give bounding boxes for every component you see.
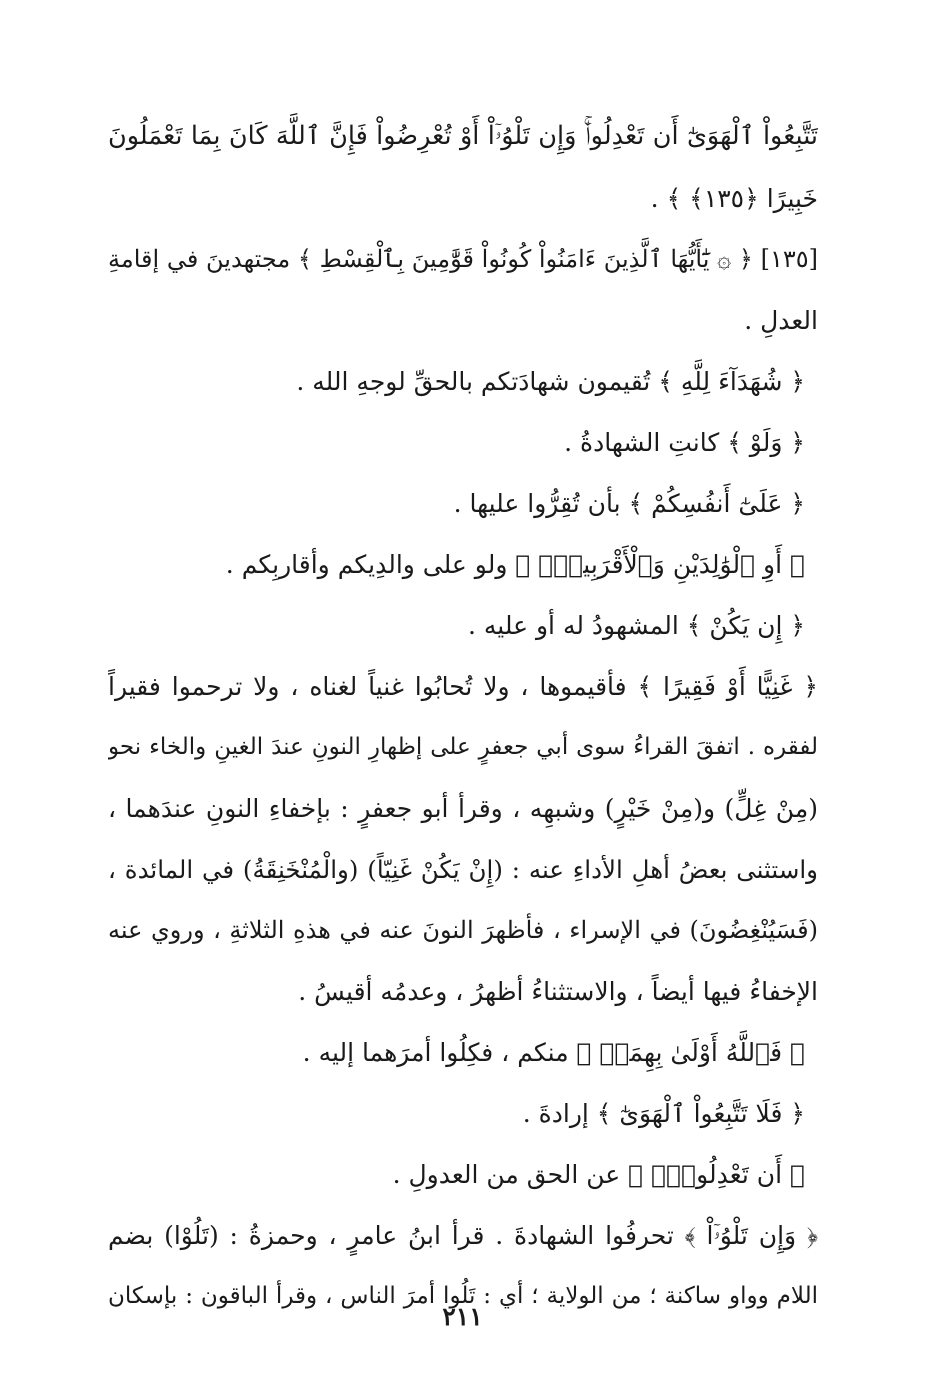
commentary-line: (مِنْ غِلٍّ) و(مِنْ خَيْرٍ) وشبهِه ، وقرأ أبو جعفرٍ : بإخفاءِ النونِ عندَهما ،: [108, 794, 818, 823]
commentary-135-heading: [١٣٥] ﴿ ۞ يَٰٓأَيُّهَا ٱلَّذِينَ ءَامَنُواْ كُونُواْ قَوَّٰمِينَ بِٱلْقِسْطِ ﴾ مجتهدينَ في إقامةِ: [108, 245, 818, 273]
gloss-in-talwu: ﴿ وَإِن تَلْوُۥٓاْ ﴾ تحرفُوا الشهادةَ . قرأ ابنُ عامرٍ ، وحمزةُ : (تَلُوْا) بضم: [108, 1221, 818, 1250]
commentary-line: واستثنى بعضُ أهلِ الأداءِ عنه : (إِنْ يَكُنْ غَنِيّاً) (والْمُنْخَنِقَةُ) في المائدة ،: [108, 855, 818, 884]
commentary-line: العدلِ .: [744, 306, 818, 335]
gloss-ghaniyyan: ﴿ غَنِيًّا أَوْ فَقِيرًا ﴾ فأقيموها ، ولا تُحابُوا غنياً لغناه ، ولا ترحموا فقيراً: [108, 672, 818, 701]
verse-line-2: خَبِيرًا ﴿١٣٥﴾ ﴾ .: [650, 184, 818, 213]
gloss-in-yakun: ﴿ إِن يَكُنْ ﴾ المشهودُ له أو عليه .: [468, 611, 805, 640]
commentary-line: لفقره . اتفقَ القراءُ سوى أبي جعفرٍ على إظهارِ النونِ عندَ الغينِ والخاء نحو: [108, 734, 818, 760]
gloss-an-tadilu: ﴿ أَن تَعْدِلُواْۚ ﴾ عن الحق من العدولِ .: [392, 1160, 805, 1189]
commentary-line: الإخفاءُ فيها أيضاً ، والاستثناءُ أظهرُ ، وعدمُه أقيسُ .: [298, 977, 818, 1006]
verse-line-1: تَتَّبِعُواْ ٱلْهَوَىٰٓ أَن تَعْدِلُواْۚ وَإِن تَلْوُۥٓاْ أَوْ تُعْرِضُواْ فَإِنَّ ٱللَّهَ كَانَ بِمَا تَعْمَلُونَ: [108, 121, 818, 151]
gloss-la-tattabiu: ﴿ فَلَا تَتَّبِعُواْ ٱلْهَوَىٰٓ ﴾ إرادةَ .: [522, 1099, 805, 1128]
gloss-walaw: ﴿ وَلَوْ ﴾ كانتِ الشهادةُ .: [564, 428, 805, 457]
gloss-walidayn: ﴿ أَوِ ٱلْوَٰلِدَيْنِ وَٱلْأَقْرَبِينَۚ ﴾ ولو على والدِيكم وأقاربِكم .: [225, 550, 805, 579]
page-text: [108, 104, 818, 1376]
page-number: ٢١١: [442, 1302, 483, 1331]
gloss-awla-bihima: ﴿ فَٱللَّهُ أَوْلَىٰ بِهِمَاۖ ﴾ منكم ، فكِلُوا أمرَهما إليه .: [302, 1038, 805, 1067]
commentary-line: (فَسَيُنْغِضُونَ) في الإسراء ، فأظهرَ النونَ عنه في هذهِ الثلاثةِ ، وروي عنه: [108, 916, 818, 944]
gloss-shuhadaa: ﴿ شُهَدَآءَ لِلَّهِ ﴾ تُقيمون شهادَتكم بالحقِّ لوجهِ الله .: [296, 367, 805, 396]
commentary-line: اللام وواو ساكنة ؛ من الولاية ؛ أي : تَلُوا أمرَ الناس ، وقرأ الباقون : بإسكان: [108, 1283, 818, 1309]
gloss-anfusikum: ﴿ عَلَىٰٓ أَنفُسِكُمْ ﴾ بأن تُقِرُّوا عليها .: [453, 489, 805, 518]
